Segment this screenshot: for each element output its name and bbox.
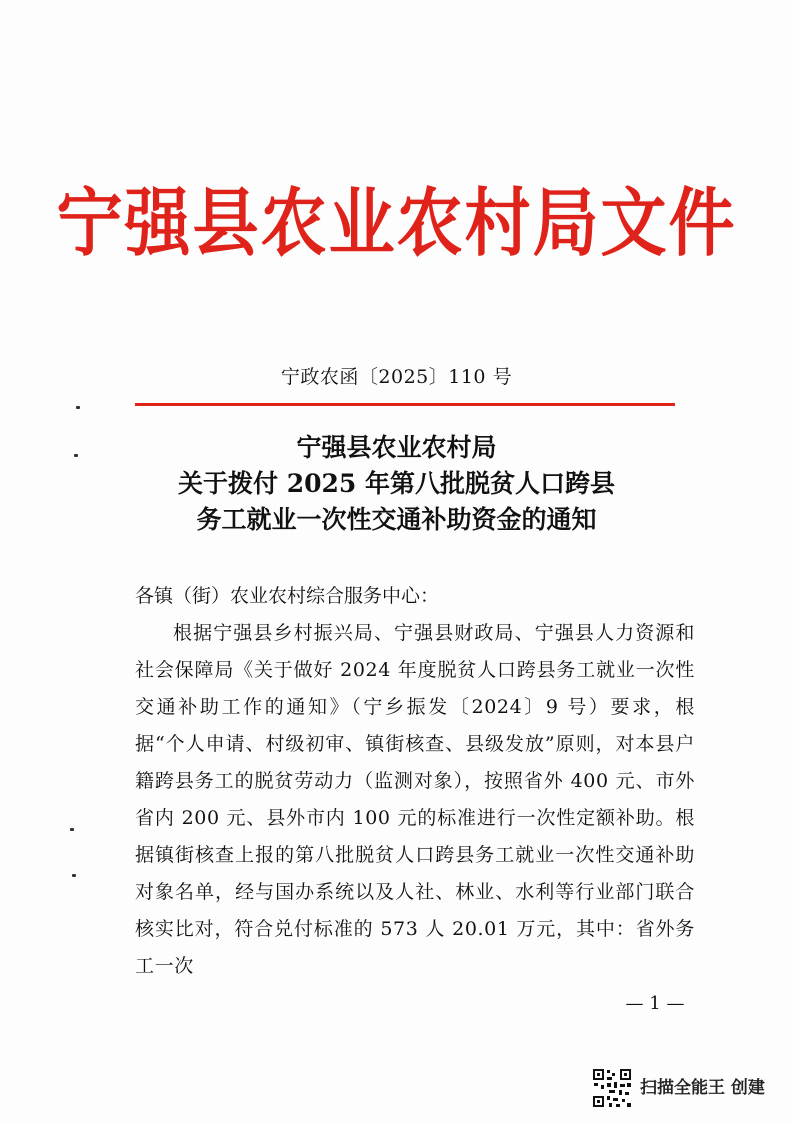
title-line-1: 宁强县农业农村局 — [296, 433, 497, 462]
document-body — [135, 578, 695, 985]
page-number: — 1 — — [625, 993, 685, 1014]
document-title — [0, 430, 793, 538]
scanner-watermark — [592, 1068, 782, 1110]
title-line-2: 关于拨付 2025 年第八批脱贫人口跨县 — [178, 469, 615, 498]
salutation: 各镇（街）农业农村综合服务中心： — [135, 585, 440, 607]
body-paragraph: 根据宁强县乡村振兴局、宁强县财政局、宁强县人力资源和社会保障局《关于做好 2024 年度脱贫人口跨县务工就业一次性交通补助工作的通知》（宁乡振发〔2024〕9 号）要求，根据“个人申请、村级初审、镇街核查、县级发放”原则，对本县户籍跨县务工的脱贫劳动力（监测对象），按照省外 400 元、市外省内 200 元、县外市内 100 元的标准进行一次性定额补助。根据镇街核查上报的第八批脱贫人口跨县务工就业一次性交通补助对象名单，经与国办系统以及人社、林业、水利等行业部门联合核实比对，符合兑付标准的 573 人 20.01 万元，其中：省外务工一次 — [135, 622, 695, 977]
document-number: 宁政农函〔2025〕110 号 — [280, 366, 513, 388]
red-separator-rule — [135, 403, 675, 406]
scan-speck — [76, 406, 80, 409]
scanner-label: 扫描全能王 创建 — [640, 1078, 765, 1098]
title-line-3: 务工就业一次性交通补助资金的通知 — [196, 505, 597, 534]
document-masthead: 宁强县农业农村局文件 — [56, 179, 737, 267]
scan-speck — [70, 828, 74, 831]
qr-code-icon — [592, 1068, 632, 1108]
scan-speck — [74, 454, 78, 457]
scan-speck — [72, 874, 76, 877]
